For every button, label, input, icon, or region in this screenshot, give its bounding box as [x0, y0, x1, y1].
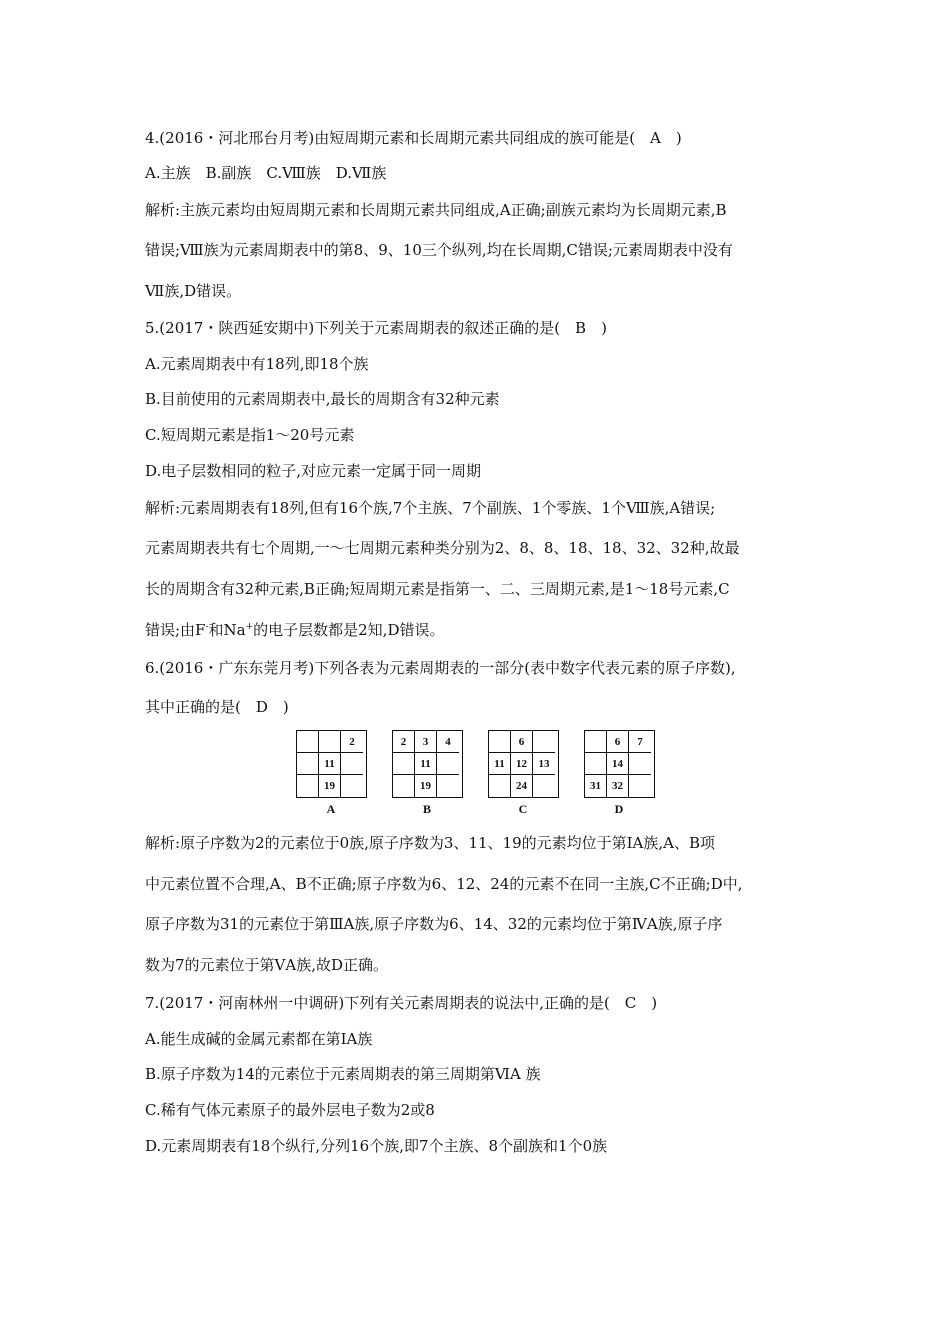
grid-cell — [297, 753, 319, 775]
question-7-stem: 7.(2017・河南林州一中调研)下列有关元素周期表的说法中,正确的是( C ) — [145, 994, 658, 1012]
grid-cell: 6 — [607, 731, 629, 753]
analysis-line: 解析:元素周期表有18列,但有16个族,7个主族、7个副族、1个零族、1个Ⅷ族,A错误; — [145, 499, 716, 517]
grid-cell — [393, 753, 415, 775]
grid-cell — [629, 753, 651, 775]
grid-label: C — [518, 802, 528, 816]
analysis-line: Ⅶ族,D错误。 — [145, 282, 242, 300]
analysis-line: 解析:主族元素均由短周期元素和长周期元素共同组成,A正确;副族元素均为长周期元素,B — [145, 201, 727, 219]
grid-cell — [341, 775, 363, 797]
option-b: B.原子序数为14的元素位于元素周期表的第三周期第ⅥA 族 — [145, 1065, 541, 1083]
question-6-stem: 6.(2016・广东东莞月考)下列各表为元素周期表的一部分(表中数字代表元素的原子序数), — [145, 659, 736, 677]
analysis-line: 中元素位置不合理,A、B不正确;原子序数为6、12、24的元素不在同一主族,C不正确;D中, — [145, 875, 743, 893]
grid-cell — [297, 775, 319, 797]
analysis-line: 原子序数为31的元素位于第ⅢA族,原子序数为6、14、32的元素均位于第ⅣA族,原子序 — [145, 915, 723, 933]
grid-label: A — [326, 802, 336, 816]
analysis-line: 错误;Ⅷ族为元素周期表中的第8、9、10三个纵列,均在长周期,C错误;元素周期表中没有 — [145, 241, 733, 259]
grid-cell: 13 — [533, 753, 555, 775]
grid-cell — [533, 731, 555, 753]
grid-cell — [533, 775, 555, 797]
option-a: A.元素周期表中有18列,即18个族 — [145, 355, 369, 373]
option-b: B.目前使用的元素周期表中,最长的周期含有32种元素 — [145, 390, 500, 408]
grid-cell: 11 — [319, 753, 341, 775]
grid-cell — [629, 775, 651, 797]
analysis-line: 解析:原子序数为2的元素位于0族,原子序数为3、11、19的元素均位于第ⅠA族,A、B项 — [145, 834, 716, 852]
grid-cell: 2 — [341, 731, 363, 753]
grid-cell — [319, 731, 341, 753]
grid-cell: 12 — [511, 753, 533, 775]
grid-cell: 6 — [511, 731, 533, 753]
grid-cell: 2 — [393, 731, 415, 753]
grid-cell — [437, 753, 459, 775]
grid-cell — [489, 731, 511, 753]
grid-cell: 11 — [415, 753, 437, 775]
grid-cell: 4 — [437, 731, 459, 753]
grid-label: B — [422, 802, 431, 816]
grid-cell — [393, 775, 415, 797]
grid-cell: 24 — [511, 775, 533, 797]
grid-cell — [585, 731, 607, 753]
grid-cell: 31 — [585, 775, 607, 797]
question-4-stem: 4.(2016・河北邢台月考)由短周期元素和长周期元素共同组成的族可能是( A ) — [145, 129, 682, 147]
analysis-line: 数为7的元素位于第ⅤA族,故D正确。 — [145, 956, 389, 974]
grid-cell — [489, 775, 511, 797]
grid-d — [584, 730, 654, 817]
grid-cell — [585, 753, 607, 775]
analysis-line: 长的周期含有32种元素,B正确;短周期元素是指第一、二、三周期元素,是1～18号元素,C — [145, 580, 730, 598]
grid-a — [296, 730, 366, 817]
periodic-table-fragments — [296, 730, 661, 820]
grid-cell: 7 — [629, 731, 651, 753]
grid-cell: 11 — [489, 753, 511, 775]
grid-b — [392, 730, 462, 817]
grid-cell: 19 — [415, 775, 437, 797]
grid-cell: 19 — [319, 775, 341, 797]
grid-cell — [341, 753, 363, 775]
option-c: C.稀有气体元素原子的最外层电子数为2或8 — [145, 1101, 435, 1119]
grid-cell — [437, 775, 459, 797]
grid-c — [488, 730, 558, 817]
option-c: C.短周期元素是指1～20号元素 — [145, 426, 355, 444]
analysis-line-ions: 错误;由F-和Na+的电子层数都是2知,D错误。 — [145, 621, 445, 639]
question-6-stem-cont: 其中正确的是( D ) — [145, 698, 289, 716]
grid-cell: 14 — [607, 753, 629, 775]
grid-cell: 3 — [415, 731, 437, 753]
option-d: D.元素周期表有18个纵行,分列16个族,即7个主族、8个副族和1个0族 — [145, 1137, 608, 1155]
option-d: D.电子层数相同的粒子,对应元素一定属于同一周期 — [145, 462, 482, 480]
question-4-options: A.主族 B.副族 C.Ⅷ族 D.Ⅶ族 — [145, 164, 387, 182]
grid-cell: 32 — [607, 775, 629, 797]
grid-label: D — [614, 802, 624, 816]
option-a: A.能生成碱的金属元素都在第ⅠA族 — [145, 1030, 373, 1048]
question-5-stem: 5.(2017・陕西延安期中)下列关于元素周期表的叙述正确的是( B ) — [145, 319, 607, 337]
analysis-line: 元素周期表共有七个周期,一～七周期元素种类分别为2、8、8、18、18、32、32种,故最 — [145, 539, 740, 557]
grid-cell — [297, 731, 319, 753]
